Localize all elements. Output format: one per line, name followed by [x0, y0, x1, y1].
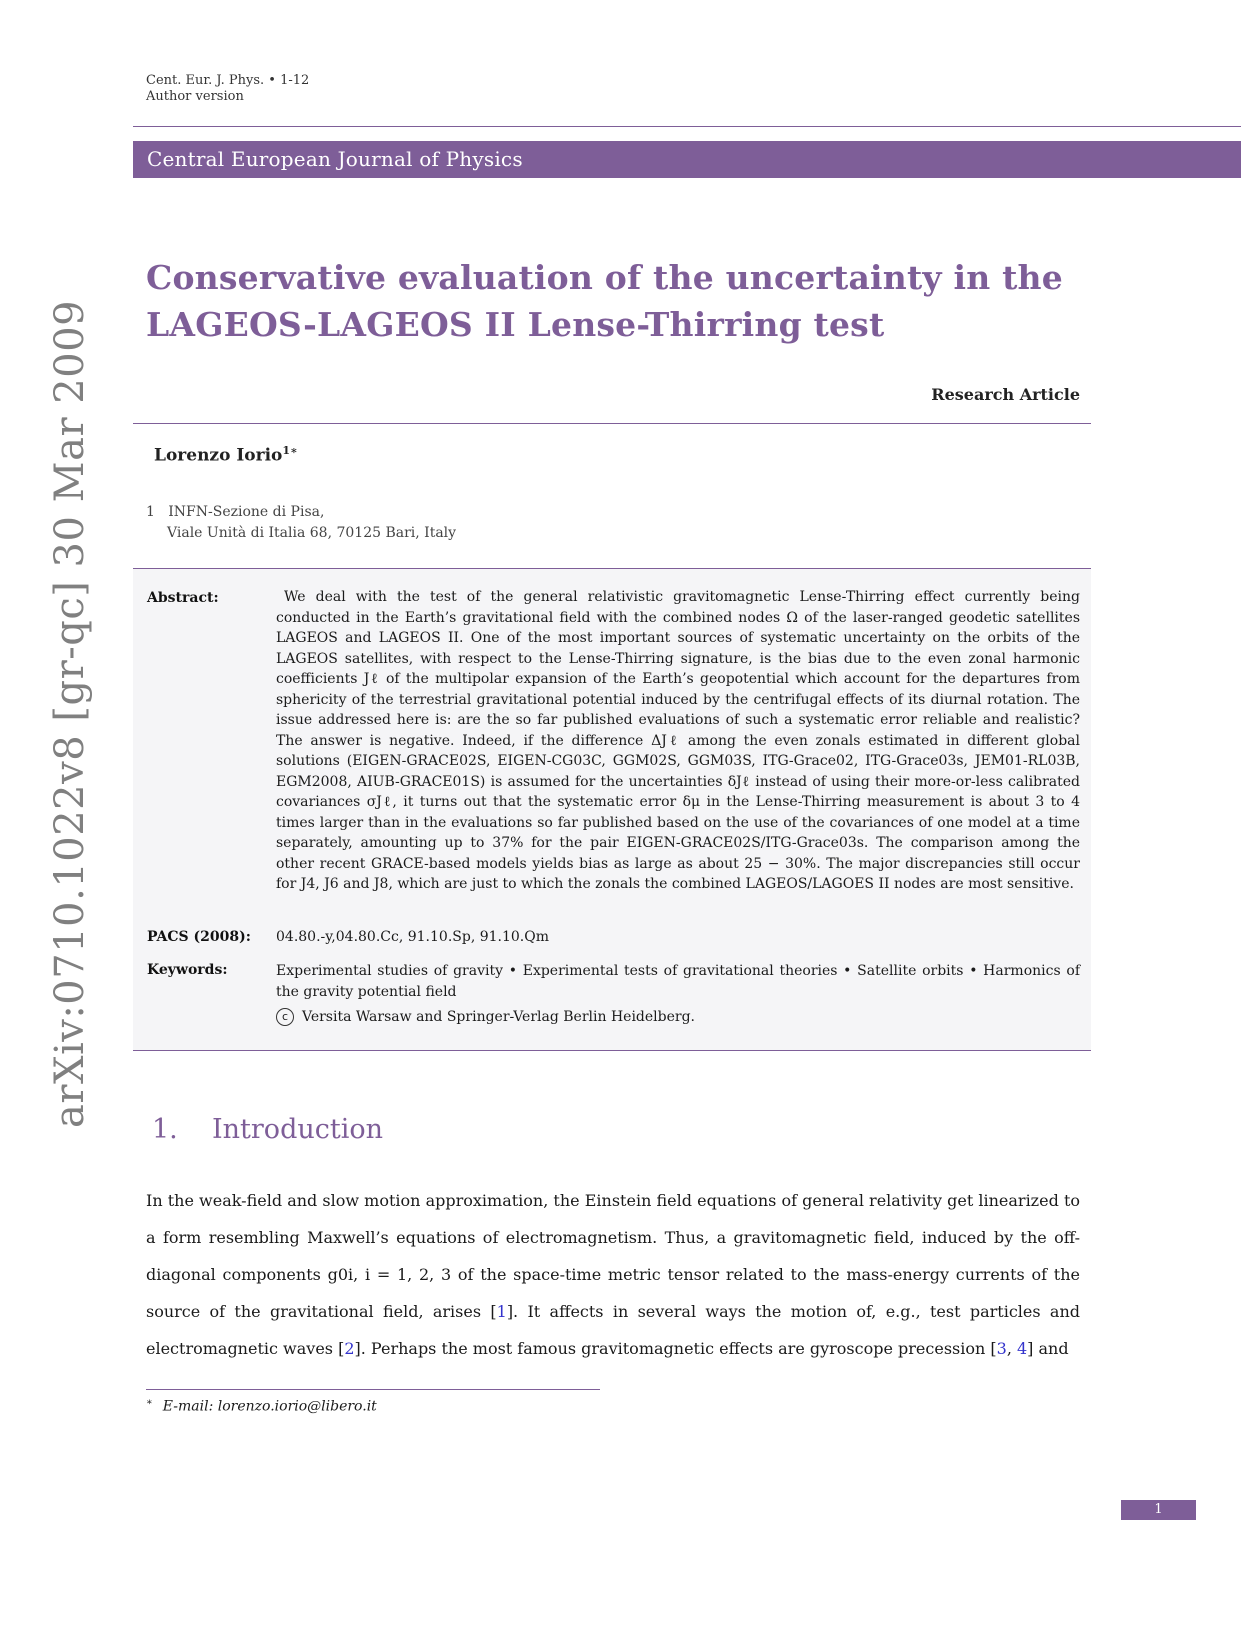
footnote-rule [146, 1389, 600, 1390]
intro-text-4: , [1006, 1339, 1017, 1358]
author-name: Lorenzo Iorio [154, 445, 283, 466]
footnote [146, 1397, 377, 1415]
copyright-text: Versita Warsaw and Springer-Verlag Berlin Heidelberg. [302, 1009, 696, 1025]
section-title: Introduction [212, 1114, 383, 1145]
intro-text-5: ] and [1027, 1339, 1069, 1358]
section-number: 1. [152, 1114, 178, 1145]
abstract-paragraph: We deal with the test of the general relativistic gravitomagnetic Lense-Thirring effect currently being conducted in the Earth’s gravitational field with the combined nodes Ω of the laser-ranged geodetic satellites LAGEOS and LAGEOS II. One of the most important sources of systematic uncertainty on the orbits of the LAGEOS satellites, with respect to the Lense-Thirring signature, is the bias due to the even zonal harmonic coefficients Jℓ of the multipolar expansion of the Earth’s geopotential which account for the departures from sphericity of the terrestrial gravitational potential induced by the centrifugal effects of its diurnal rotation. The issue addressed here is: are the so far published evaluations of such a systematic error reliable and realistic? The answer is negative. Indeed, if the difference ΔJℓ among the even zonals estimated in different global solutions (EIGEN-GRACE02S, EIGEN-CG03C, GGM02S, GGM03S, ITG-Grace02, ITG-Grace03s, JEM01-RL03B, EGM2008, AIUB-GRACE01S) is assumed for the uncertainties δJℓ instead of using their more-or-less calibrated covariances σJℓ, it turns out that the systematic error δμ in the Lense-Thirring measurement is about 3 to 4 times larger than in the evaluations so far published based on the use of the covariances of one model at a time separately, amounting up to 37% for the pair EIGEN-GRACE02S/ITG-Grace03s. The comparison among the other recent GRACE-based models yields bias as large as about 25 − 30%. The major discrepancies still occur for J4, J6 and J8, which are just to which the zonals the combined LAGEOS/LAGOES II nodes are most sensitive. [276, 589, 1080, 892]
article-type: Research Article [931, 385, 1080, 404]
keywords-list: Experimental studies of gravity • Experimental tests of gravitational theories • Satellite orbits • Harmonics of the gravity potential field [276, 963, 1080, 1000]
copyright-icon: c [276, 1008, 294, 1026]
affiliation [146, 502, 456, 544]
arxiv-stamp: arXiv:0710.1022v8 [gr-qc] 30 Mar 2009 [47, 299, 93, 1128]
version-note: Author version [146, 89, 244, 104]
footnote-text: E-mail: lorenzo.iorio@libero.it [162, 1398, 377, 1415]
intro-text-3: ]. Perhaps the most famous gravitomagnetic effects are gyroscope precession [ [354, 1339, 997, 1358]
affiliation-number: 1 [146, 504, 155, 520]
keywords-label: Keywords: [147, 962, 228, 978]
intro-text-1: In the weak-field and slow motion approximation, the Einstein field equations of general relativity get linearized to a form resembling Maxwell’s equations of electromagnetism. Thus, a gravitomagnetic field, induced by the off-diagonal components g0i, i = 1, 2, 3 of the space-time metric tensor related to the mass-energy currents of the source of the gravitational field, arises [ [146, 1191, 1080, 1321]
abstract-label: Abstract: [147, 590, 219, 606]
title-line-2: LAGEOS-LAGEOS II Lense-Thirring test [146, 305, 885, 344]
pacs-codes: 04.80.-y,04.80.Cc, 91.10.Sp, 91.10.Qm [276, 929, 550, 945]
intro-text-2: ]. It affects in several ways the motion of, e.g., test particles and electromagnetic waves [ [146, 1302, 1080, 1358]
journal-name-banner: Central European Journal of Physics [133, 141, 1241, 178]
paper-title [146, 254, 1146, 348]
affiliation-line-2: Viale Unità di Italia 68, 70125 Bari, Italy [167, 525, 457, 541]
intro-paragraph [146, 1182, 1080, 1367]
journal-citation: Cent. Eur. J. Phys. • 1-12 [146, 73, 310, 88]
citation-link-1[interactable]: 1 [496, 1302, 507, 1321]
abstract-text [276, 587, 1080, 895]
citation-link-4[interactable]: 4 [1016, 1339, 1028, 1358]
intro-body [146, 1182, 1080, 1367]
citation-link-3[interactable]: 3 [996, 1339, 1007, 1358]
title-line-1: Conservative evaluation of the uncertainty in the [146, 258, 1063, 297]
journal-reference [146, 73, 309, 105]
author [154, 444, 298, 466]
affiliation-line-1: INFN-Sezione di Pisa, [168, 504, 325, 520]
page-number: 1 [1121, 1500, 1196, 1520]
citation-link-2[interactable]: 2 [344, 1339, 355, 1358]
author-marks: 1∗ [282, 444, 298, 457]
footnote-mark: ∗ [146, 1397, 153, 1408]
title-rule [133, 423, 1091, 424]
header-rule [133, 126, 1241, 127]
section-heading [152, 1114, 383, 1145]
copyright-notice [276, 1008, 695, 1026]
pacs-label: PACS (2008): [147, 929, 251, 945]
